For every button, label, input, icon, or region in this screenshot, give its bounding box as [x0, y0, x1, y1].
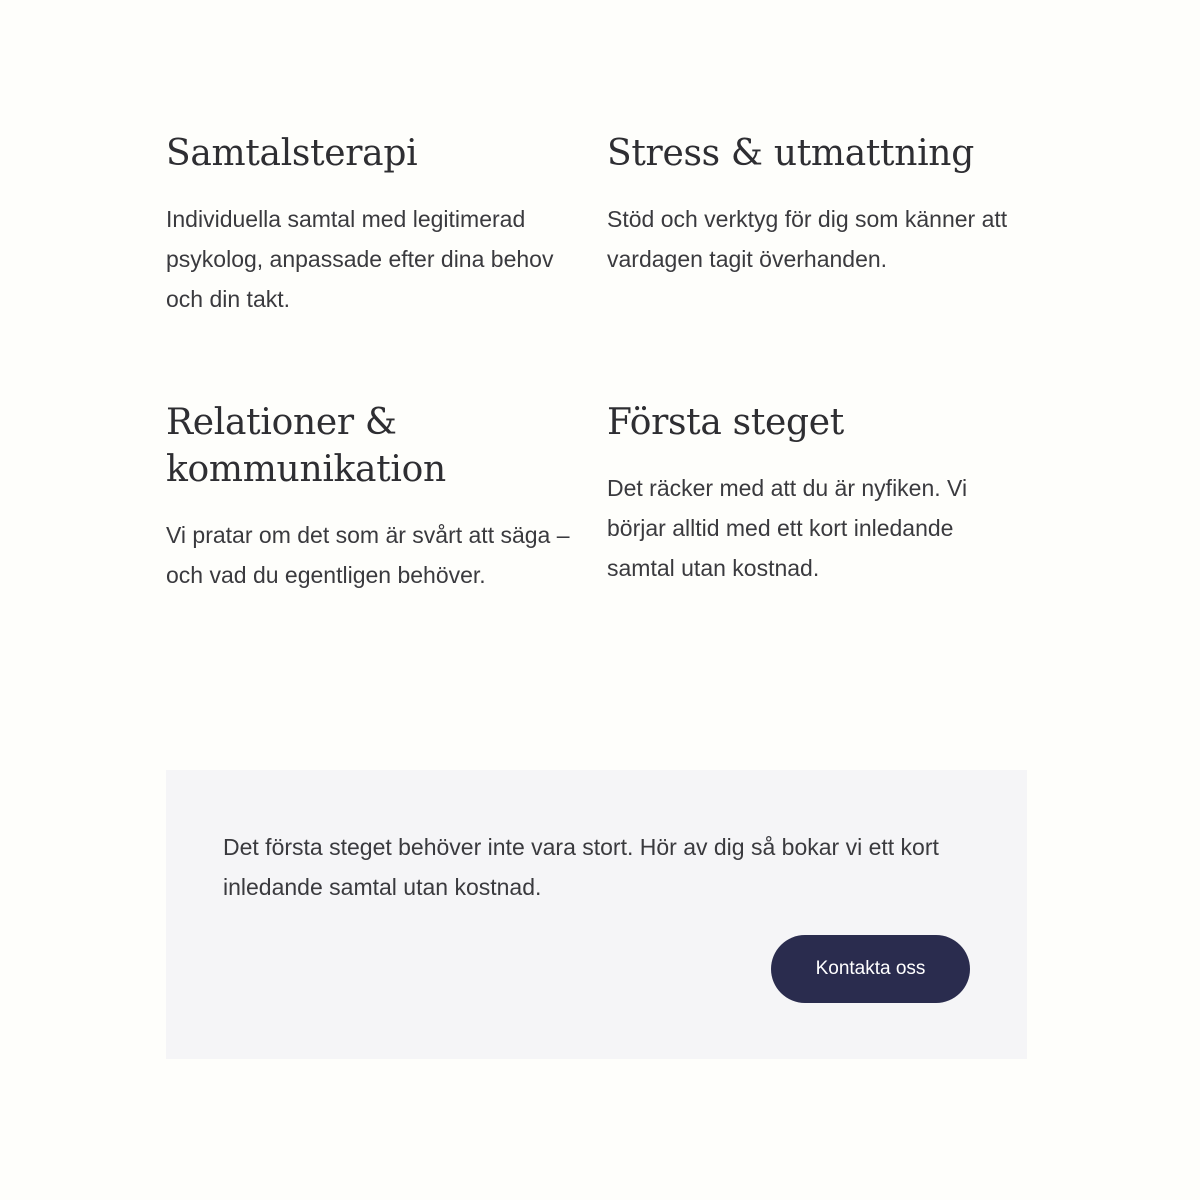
service-description: Individuella samtal med legitimerad psykolog, anpassade efter dina behov och din takt.: [166, 206, 554, 312]
service-title: Stress & utmattning: [607, 133, 974, 174]
contact-cta-panel: [166, 770, 1027, 1059]
service-card-forsta-steget: [607, 399, 1027, 595]
service-description: Stöd och verktyg för dig som känner att vardagen tagit överhanden.: [607, 206, 1008, 272]
service-card-samtalsterapi: [166, 130, 586, 319]
contact-button[interactable]: Kontakta oss: [771, 935, 970, 1003]
service-description: Det räcker med att du är nyfiken. Vi börjar alltid med ett kort inledande samtal utan kostnad.: [607, 475, 968, 581]
services-grid: [166, 130, 1027, 595]
service-card-relationer: [166, 399, 586, 595]
cta-text: Det första steget behöver inte vara stort. Hör av dig så bokar vi ett kort inledande samtal utan kostnad.: [223, 834, 939, 900]
service-description: Vi pratar om det som är svårt att säga – och vad du egentligen behöver.: [166, 522, 570, 588]
service-card-stress: [607, 130, 1027, 319]
service-title: Första steget: [607, 402, 844, 443]
service-title: Relationer & kommunikation: [166, 402, 446, 490]
cta-button-row: [223, 935, 970, 1003]
service-title: Samtalsterapi: [166, 133, 418, 174]
